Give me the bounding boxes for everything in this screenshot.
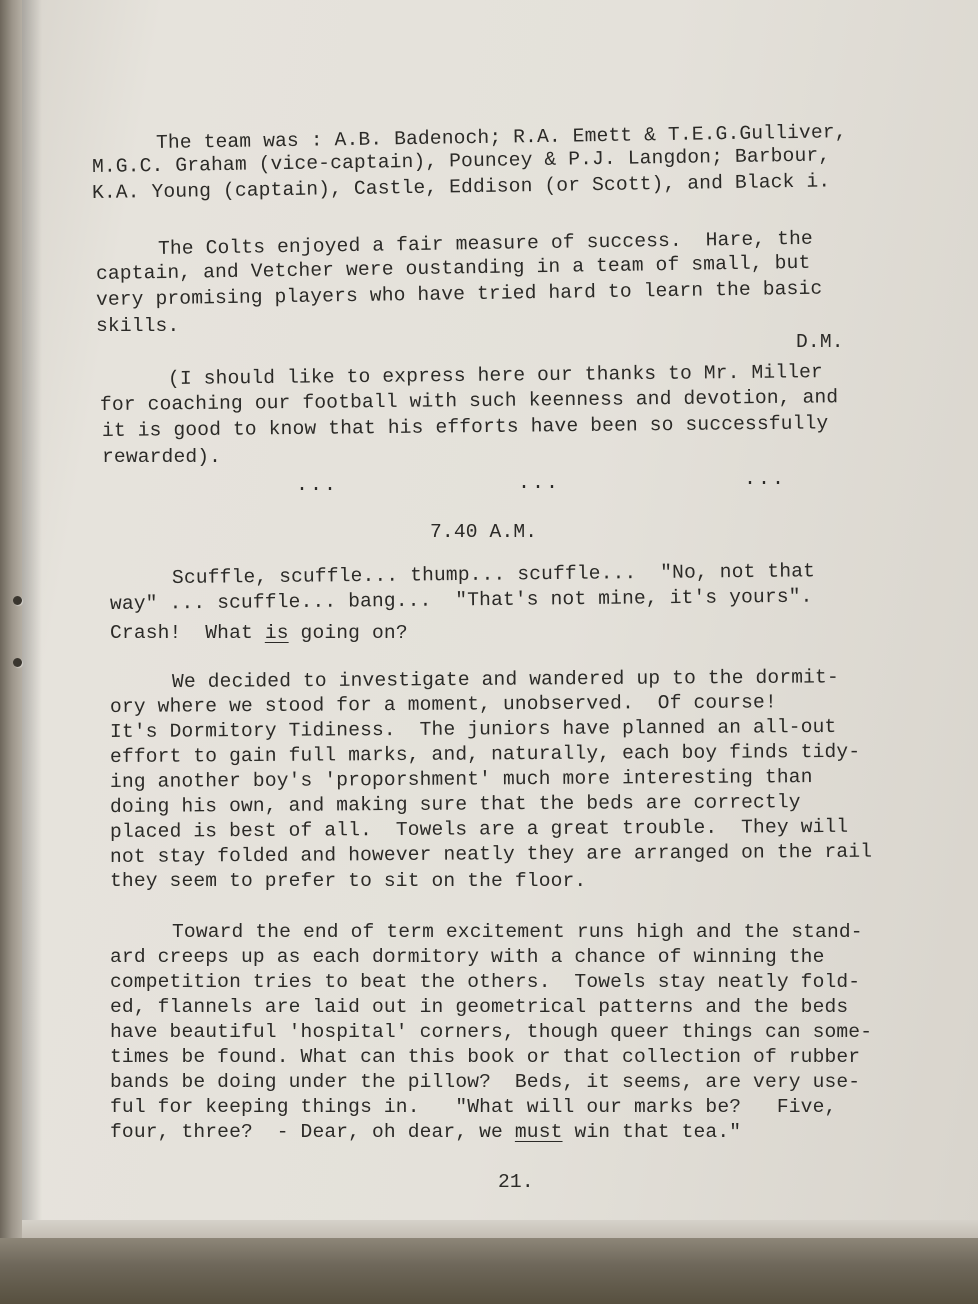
scuffle-line-1: Scuffle, scuffle... thump... scuffle... "No, not that [171, 560, 816, 589]
scuffle-line-3 [110, 621, 408, 646]
scuffle-line-3-start: Crash! What [110, 622, 265, 644]
dormitory-line-2: ory where we stood for a moment, unobserved. Of course! [109, 691, 777, 718]
colts-signature: D.M. [796, 331, 844, 353]
emphasis-underline: must [514, 1121, 563, 1143]
term-line-9-start: four, three? - Dear, oh dear, we [110, 1121, 515, 1143]
colts-line-3: very promising players who have tried hard to learn the basic [95, 277, 823, 311]
thanks-line-4: rewarded). [102, 446, 222, 468]
separator-dots: ... [296, 474, 339, 497]
term-line-8: ful for keeping things in. "What will our marks be? Five, [110, 1096, 837, 1118]
thanks-line-2: for coaching our football with such keenness and devotion, and [99, 386, 839, 416]
emphasis-underline: is [264, 622, 289, 644]
scuffle-line-3-end: going on? [288, 622, 408, 644]
table-surface [0, 1238, 978, 1304]
term-line-4: ed, flannels are laid out in geometrical patterns and the beds [110, 996, 849, 1018]
term-line-3: competition tries to beat the others. Towels stay neatly fold- [110, 971, 861, 993]
staple-hole-icon [13, 596, 22, 605]
dormitory-line-6: doing his own, and making sure that the beds are correctly [109, 791, 801, 818]
term-line-7: bands be doing under the pillow? Beds, it seems, are very use- [110, 1071, 861, 1093]
term-line-5: have beautiful 'hospital' corners, though queer things can some- [110, 1021, 873, 1043]
colts-line-4: skills. [96, 315, 180, 337]
team-line-2: M.G.C. Graham (vice-captain), Pouncey & P.J. Langdon; Barbour, [91, 144, 831, 178]
dormitory-line-8: not stay folded and however neatly they are arranged on the rail [109, 840, 873, 868]
team-line-3: K.A. Young (captain), Castle, Eddison (or Scott), and Black i. [91, 170, 831, 204]
term-line-9 [110, 1120, 741, 1145]
term-line-1: Toward the end of term excitement runs high and the stand- [172, 921, 863, 943]
dormitory-line-9: they seem to prefer to sit on the floor. [110, 870, 587, 892]
separator-dots: ... [744, 468, 787, 491]
page-gutter-shadow [22, 0, 42, 1304]
team-line-1: The team was : A.B. Badenoch; R.A. Emett & T.E.G.Gulliver, [155, 121, 847, 154]
thanks-line-3: it is good to know that his efforts have been so successfully [101, 412, 829, 442]
dormitory-line-3: It's Dormitory Tidiness. The juniors have planned an all-out [109, 715, 837, 743]
scuffle-line-2: way" ... scuffle... bang... "That's not mine, it's yours". [109, 585, 813, 615]
dormitory-line-1: We decided to investigate and wandered up to the dormit- [171, 666, 839, 693]
staple-hole-icon [13, 658, 22, 667]
term-line-6: times be found. What can this book or that collection of rubber [110, 1046, 861, 1068]
thanks-line-1: (I should like to express here our thanks to Mr. Miller [167, 361, 824, 390]
colts-line-2: captain, and Vetcher were oustanding in a team of small, but [95, 251, 811, 285]
colts-line-1: The Colts enjoyed a fair measure of success. Hare, the [157, 227, 814, 260]
section-title: 7.40 A.M. [430, 521, 538, 543]
dormitory-line-7: placed is best of all. Towels are a great trouble. They will [109, 815, 849, 843]
dormitory-line-5: ing another boy's 'proporshment' much more interesting than [109, 766, 813, 793]
page-number: 21. [498, 1171, 534, 1193]
separator-dots: ... [518, 472, 561, 495]
dormitory-line-4: effort to gain full marks, and, naturally, each boy finds tidy- [109, 740, 861, 768]
term-line-2: ard creeps up as each dormitory with a chance of winning the [110, 946, 825, 968]
term-line-9-end: win that tea." [562, 1121, 742, 1143]
